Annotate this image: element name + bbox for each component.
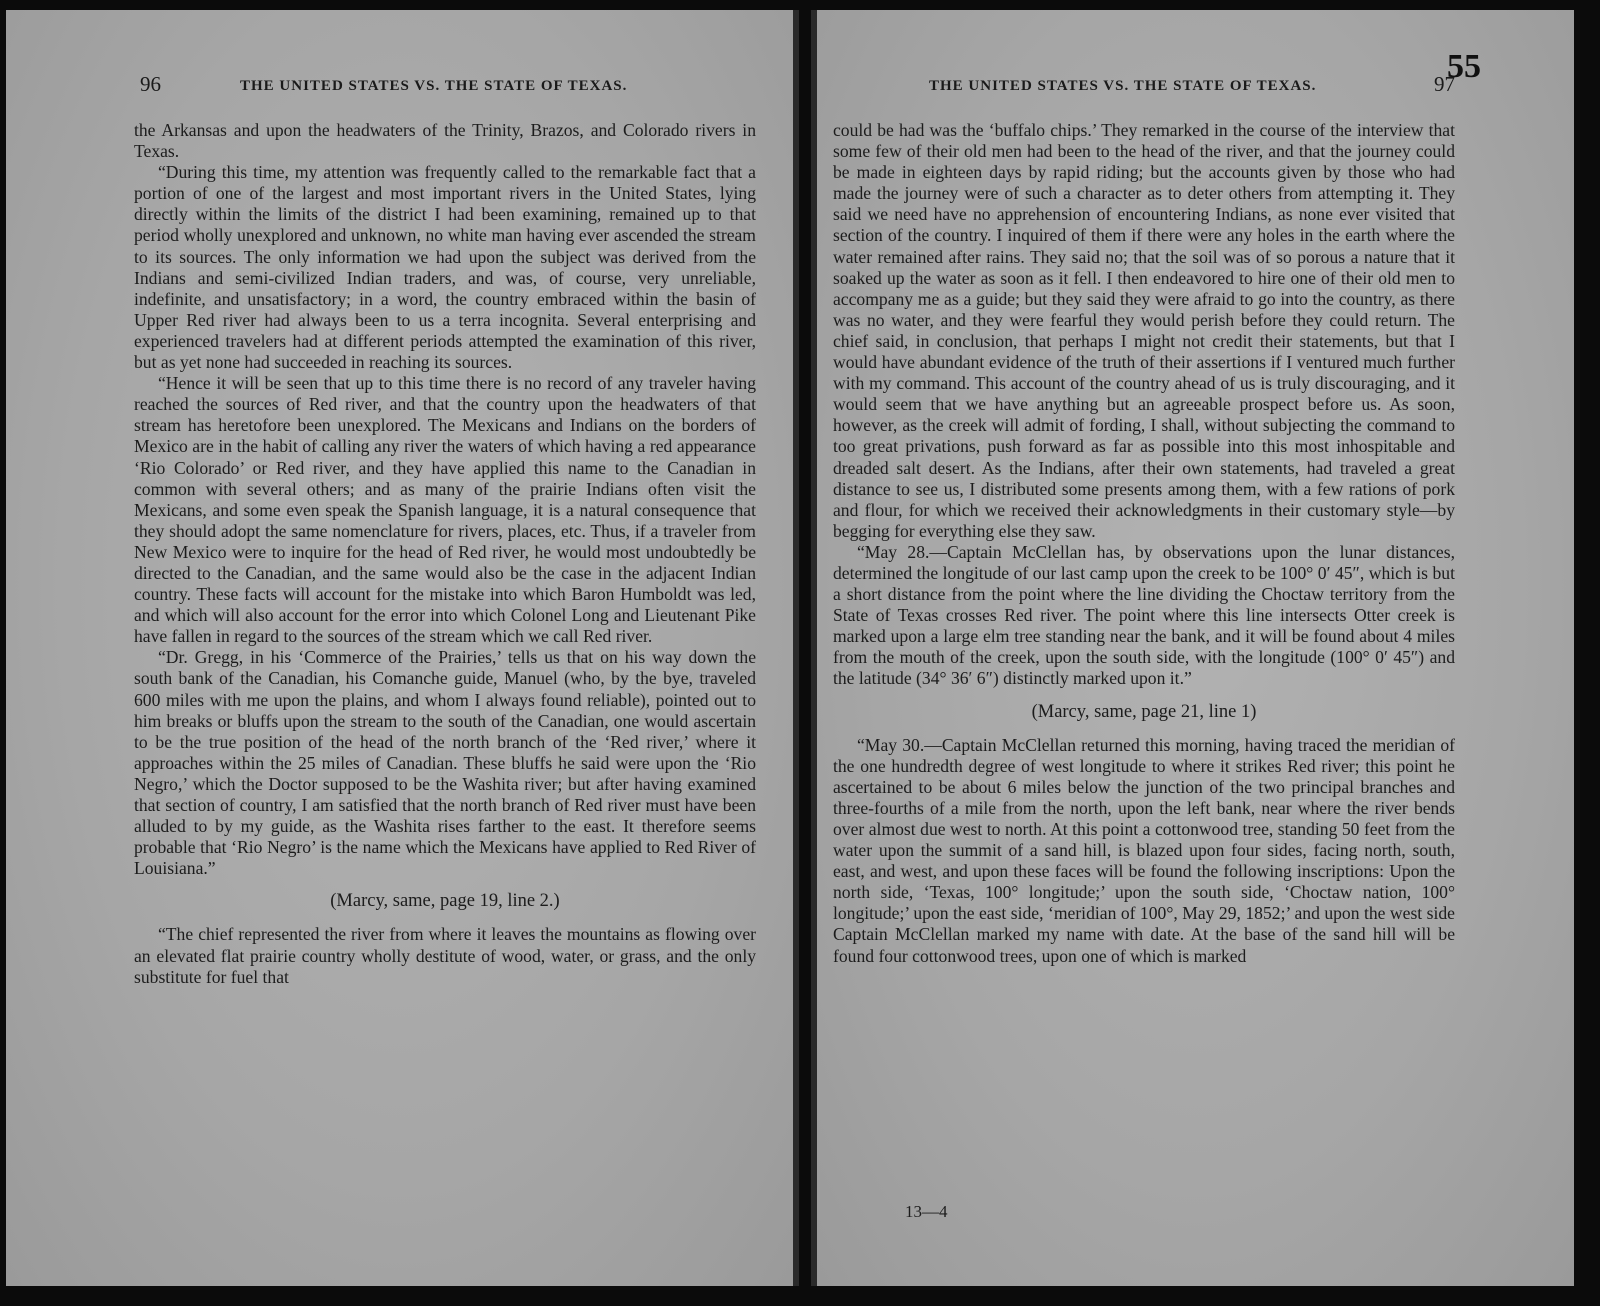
signature-mark: 13—4 [905,1202,948,1221]
right-running-head: THE UNITED STATES VS. THE STATE OF TEXAS. [929,78,1317,94]
left-paragraph: “During this time, my attention was frequently called to the remarkable fact that a portion of one of the largest and most important rivers in the United States, lying directly within the limits of the district I had been examining, remained up to that period wholly unexplored and unknown, no white man having ever ascended the stream to its sources. The only information we had upon the subject was derived from the Indians and semi-civilized Indian traders, and was, of course, very unreliable, indefinite, and unsatisfactory; in a word, the country embraced within the basin of Upper Red river had always been to us a terra incognita. Several enterprising and experienced travelers had at different periods attempted the examination of this river, but as yet none had succeeded in reaching its sources. [134,162,756,373]
left-paragraph: “Dr. Gregg, in his ‘Commerce of the Prairies,’ tells us that on his way down the south bank of the Canadian, his Comanche guide, Manuel (who, by the bye, traveled 600 miles with me upon the plains, and whom I always found reliable), pointed out to him breaks or bluffs upon the stream to the south of the Canadian, one would ascertain to be the true position of the head of the north branch of the ‘Red river,’ where it approaches within the 25 miles of Canadian. These bluffs he said were upon the ‘Rio Negro,’ which the Doctor supposed to be the Washita river; but after having examined that section of country, I am satisfied that the north branch of Red river must have been alluded to by my guide, as the Washita rises farther to the east. It therefore seems probable that ‘Rio Negro’ is the name which the Mexicans have applied to Red River of Louisiana.” [134,647,756,879]
left-page-number: 96 [140,72,161,96]
left-page [6,10,799,1286]
right-paragraph: could be had was the ‘buffalo chips.’ They remarked in the course of the interview that some few of their old men had been to the head of the river, and that the journey could be made in eighteen days by rapid riding; but the accounts given by those who had made the journey were of such a character as to deter others from attempting it. They said we need have no apprehension of encountering Indians, as none ever visited that section of the country. I inquired of them if there were any holes in the earth where the water remained after rains. They said no; that the soil was of so porous a nature that it soaked up the water as soon as it fell. I then endeavored to hire one of their old men to accompany me as a guide; but they said they were afraid to go into the country, as there was no water, and they were fearful they would perish before they could return. The chief said, in conclusion, that perhaps I might not credit their statements, but that I would have abundant evidence of the truth of their assertions if I ventured much further with my command. This account of the country ahead of us is truly discouraging, and it would seem that we have anything but an agreeable prospect before us. As soon, however, as the creek will admit of fording, I shall, without subjecting the command to too great privations, push forward as far as possible into this most inhospitable and dreaded salt desert. As the Indians, after their own statements, had traveled a great distance to see us, I distributed some presents among them, with a few rations of pork and flour, for which we received their acknowledgments in their customary style—by begging for everything else they saw. [833,120,1455,541]
folio-stamp: 55 [1447,48,1481,85]
left-running-head: THE UNITED STATES VS. THE STATE OF TEXAS. [240,78,628,94]
left-body [134,120,756,988]
right-page-number: 97 [1434,72,1455,96]
right-paragraph: “May 28.—Captain McClellan has, by observations upon the lunar distances, determined the longitude of our last camp upon the creek to be 100° 0′ 45″, which is but a short distance from the point where the line dividing the Choctaw territory from the State of Texas crosses Red river. The point where this line intersects Otter creek is marked upon a large elm tree standing near the bank, and it will be found about 4 miles from the mouth of the creek, upon the south side, with the longitude (100° 0′ 45″) and the latitude (34° 36′ 6″) distinctly marked upon it.” [833,541,1455,689]
left-citation: (Marcy, same, page 19, line 2.) [330,891,560,912]
right-page [811,10,1574,1286]
right-citation: (Marcy, same, page 21, line 1) [1031,701,1257,722]
right-body [833,120,1455,967]
left-paragraph: “Hence it will be seen that up to this time there is no record of any traveler having reached the sources of Red river, and that the country upon the headwaters of that stream has heretofore been unexplored. The Mexicans and Indians on the borders of Mexico are in the habit of calling any river the waters of which having a red appearance ‘Rio Colorado’ or Red river, and they have applied this name to the Canadian in common with several others; and as many of the prairie Indians often visit the Mexicans, and some even speak the Spanish language, it is a natural consequence that they should adopt the same nomenclature for rivers, places, etc. Thus, if a traveler from New Mexico were to inquire for the head of Red river, he would most undoubtedly be directed to the Canadian, and the same would also be the case in the adjacent Indian country. These facts will account for the mistake into which Baron Humboldt was led, and which will also account for the error into which Colonel Long and Lieutenant Pike have fallen in regard to the sources of the stream which we call Red river. [134,373,756,647]
left-paragraph: the Arkansas and upon the headwaters of the Trinity, Brazos, and Colorado rivers in Texas. [134,120,756,162]
right-paragraph: “May 30.—Captain McClellan returned this morning, having traced the meridian of the one hundredth degree of west longitude to where it strikes Red river; this point he ascertained to be about 6 miles below the junction of the two principal branches and three-fourths of a mile from the north, upon the left bank, near where the river bends over almost due west to north. At this point a cottonwood tree, standing 50 feet from the water upon the summit of a sand hill, is blazed upon four sides, facing north, south, east, and west, and upon these faces will be found the following inscriptions: Upon the north side, ‘Texas, 100° longitude;’ upon the south side, ‘Choctaw nation, 100° longitude;’ upon the east side, ‘meridian of 100°, May 29, 1852;’ and upon the west side Captain McClellan marked my name with date. At the base of the sand hill will be found four cottonwood trees, upon one of which is marked [833,734,1455,966]
left-final-paragraph: “The chief represented the river from where it leaves the mountains as flowing over an elevated flat prairie country wholly destitute of wood, water, or grass, and the only substitute for fuel that [134,924,756,987]
